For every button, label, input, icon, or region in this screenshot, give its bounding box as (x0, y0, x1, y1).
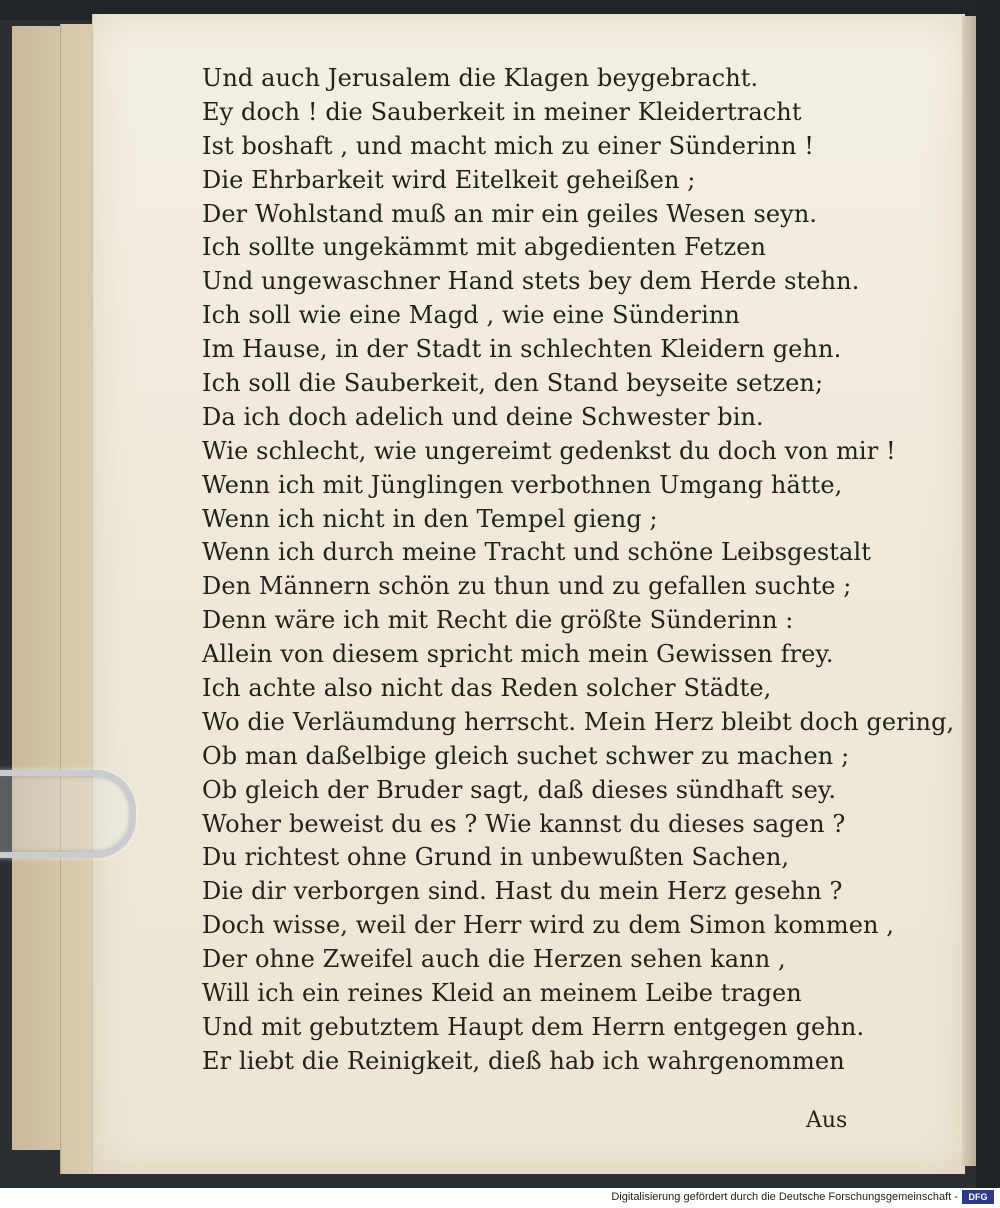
dfg-logo: DFG (962, 1190, 994, 1204)
text-line: Wenn ich mit Jünglingen verbothnen Umgang hätte, (202, 470, 843, 499)
text-line: Und auch Jerusalem die Klagen beygebracht. (202, 64, 759, 92)
text-line: Im Hause, in der Stadt in schlechten Kleidern gehn. (202, 335, 842, 364)
text-line: Der ohne Zweifel auch die Herzen sehen kann , (202, 945, 786, 974)
text-line: Ob man daßelbige gleich suchet schwer zu machen ; (202, 741, 850, 770)
text-line: Ich soll die Sauberkeit, den Stand beyseite setzen; (202, 369, 824, 398)
text-line: Woher beweist du es ? Wie kannst du dieses sagen ? (202, 809, 846, 838)
text-line: Wo die Verläumdung herrscht. Mein Herz bleibt doch gering, (202, 707, 955, 736)
text-line: Die Ehrbarkeit wird Eitelkeit geheißen ; (202, 165, 696, 194)
text-line: Und mit gebutztem Haupt dem Herrn entgegen gehn. (202, 1012, 865, 1041)
text-line: Den Männern schön zu thun und zu gefallen suchte ; (202, 572, 852, 601)
text-line: Ist boshaft , und macht mich zu einer Sünderinn ! (202, 131, 815, 160)
text-line: Er liebt die Reinigkeit, dieß hab ich wahrgenommen (202, 1046, 845, 1075)
text-line: Die dir verborgen sind. Hast du mein Herz gesehn ? (202, 877, 843, 906)
scan-border (976, 0, 1000, 1188)
text-line: Ich achte also nicht das Reden solcher Städte, (202, 674, 772, 703)
text-line: Doch wisse, weil der Herr wird zu dem Simon kommen , (202, 911, 895, 940)
text-line: Allein von diesem spricht mich mein Gewissen frey. (202, 640, 834, 669)
text-line: Ob gleich der Bruder sagt, daß dieses sündhaft sey. (202, 775, 837, 804)
catchword: Aus (806, 1108, 848, 1133)
text-line: Ey doch ! die Sauberkeit in meiner Kleidertracht (202, 97, 802, 126)
text-line: Ich soll wie eine Magd , wie eine Sünderinn (202, 301, 740, 330)
text-line: Wie schlecht, wie ungereimt gedenkst du doch von mir ! (202, 436, 896, 465)
text-line: Da ich doch adelich und deine Schwester bin. (202, 402, 764, 431)
text-line: Denn wäre ich mit Recht die größte Sünderinn : (202, 606, 794, 635)
text-line: Will ich ein reines Kleid an meinem Leibe tragen (202, 979, 802, 1008)
text-line: Wenn ich nicht in den Tempel gieng ; (202, 504, 658, 533)
text-line: Ich sollte ungekämmt mit abgedienten Fetzen (202, 233, 767, 262)
page-text (202, 62, 955, 1079)
page-edge (962, 16, 976, 1166)
text-line: Der Wohlstand muß an mir ein geiles Wesen seyn. (202, 199, 818, 228)
text-line: Du richtest ohne Grund in unbewußten Sachen, (202, 843, 790, 872)
text-line: Wenn ich durch meine Tracht und schöne Leibsgestalt (202, 538, 871, 567)
text-line: Und ungewaschner Hand stets bey dem Herde stehn. (202, 267, 860, 296)
paper-clip (0, 770, 136, 858)
footer-credit: Digitalisierung gefördert durch die Deutsche Forschungsgemeinschaft - (611, 1191, 958, 1203)
